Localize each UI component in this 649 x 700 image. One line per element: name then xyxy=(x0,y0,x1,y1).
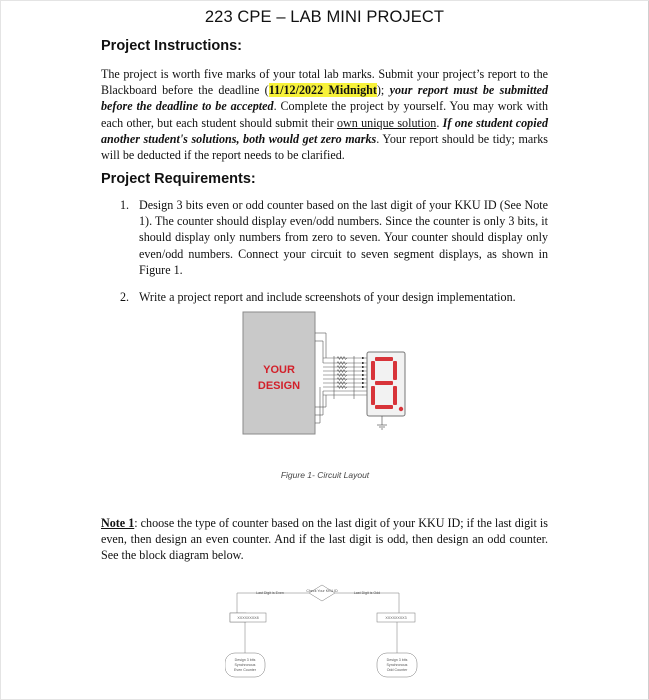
ground-symbol xyxy=(377,416,387,429)
left-box-line: Even Counter xyxy=(234,668,256,672)
instructions-paragraph: The project is worth five marks of your total lab marks. Submit your project’s report to the Blackboard before the deadline (11/12/2022 Midnight); your report must be submitted before the deadline to be accepted. Complete the project by yourself. You may work with each other, but each student should submit their own unique solution. If one student copied another student's solutions, both would get zero marks. Your report should be tidy; marks will be deducted if the report needs to be clarified. xyxy=(101,67,549,163)
left-branch-label: Last Digit is Even xyxy=(256,591,284,596)
right-branch-label: Last Digit is Odd xyxy=(353,591,381,596)
resistor-array xyxy=(337,357,347,389)
design-label-line1: YOUR xyxy=(263,364,295,376)
right-box-line: Odd Counter xyxy=(386,668,408,672)
instructions-heading: Project Instructions: xyxy=(101,38,242,54)
deadline-highlight: 11/12/2022 Midnight xyxy=(268,83,377,98)
right-box-line: Synchronous xyxy=(386,663,408,667)
seven-segment-display xyxy=(367,352,405,416)
decision-diamond xyxy=(309,585,335,601)
requirement-item: 2. Write a project report and include screenshots of your design implementation. xyxy=(120,290,516,304)
circuit-layout-figure xyxy=(242,311,412,435)
design-label-line2: DESIGN xyxy=(257,380,301,392)
note-label: Note 1 xyxy=(101,516,135,530)
page-title: 223 CPE – LAB MINI PROJECT xyxy=(204,8,445,26)
figure-caption: Figure 1- Circuit Layout xyxy=(280,470,370,480)
right-box-line: Design 3 bits xyxy=(386,658,408,662)
right-id: XXXXXXXX3 xyxy=(385,616,407,620)
left-box-line: Synchronous xyxy=(234,663,256,667)
pin-labels xyxy=(362,357,364,388)
decision-text: Check Your KKU ID xyxy=(306,589,338,593)
connection-wires xyxy=(315,333,370,423)
requirements-heading: Project Requirements: xyxy=(101,171,256,187)
block-diagram xyxy=(225,583,420,693)
left-id: XXXXXXXX8 xyxy=(237,616,259,620)
requirement-item: 1. Design 3 bits even or odd counter based on the last digit of your KKU ID (See Note 1). The counter should display even/odd numbers. Since the counter is only 3 bits, it should display only numbers from zero to seven. Your counter should display only even/odd numbers. Connect your circuit to seven segment displays, as shown in Figure 1. xyxy=(120,198,548,277)
left-box-line: Design 3 bits xyxy=(234,658,256,662)
note-paragraph: Note 1: choose the type of counter based on the last digit of your KKU ID; if the last digit is even, then design an even counter. And if the last digit is odd, then design an odd counter. See the block diagram below. xyxy=(101,516,548,563)
